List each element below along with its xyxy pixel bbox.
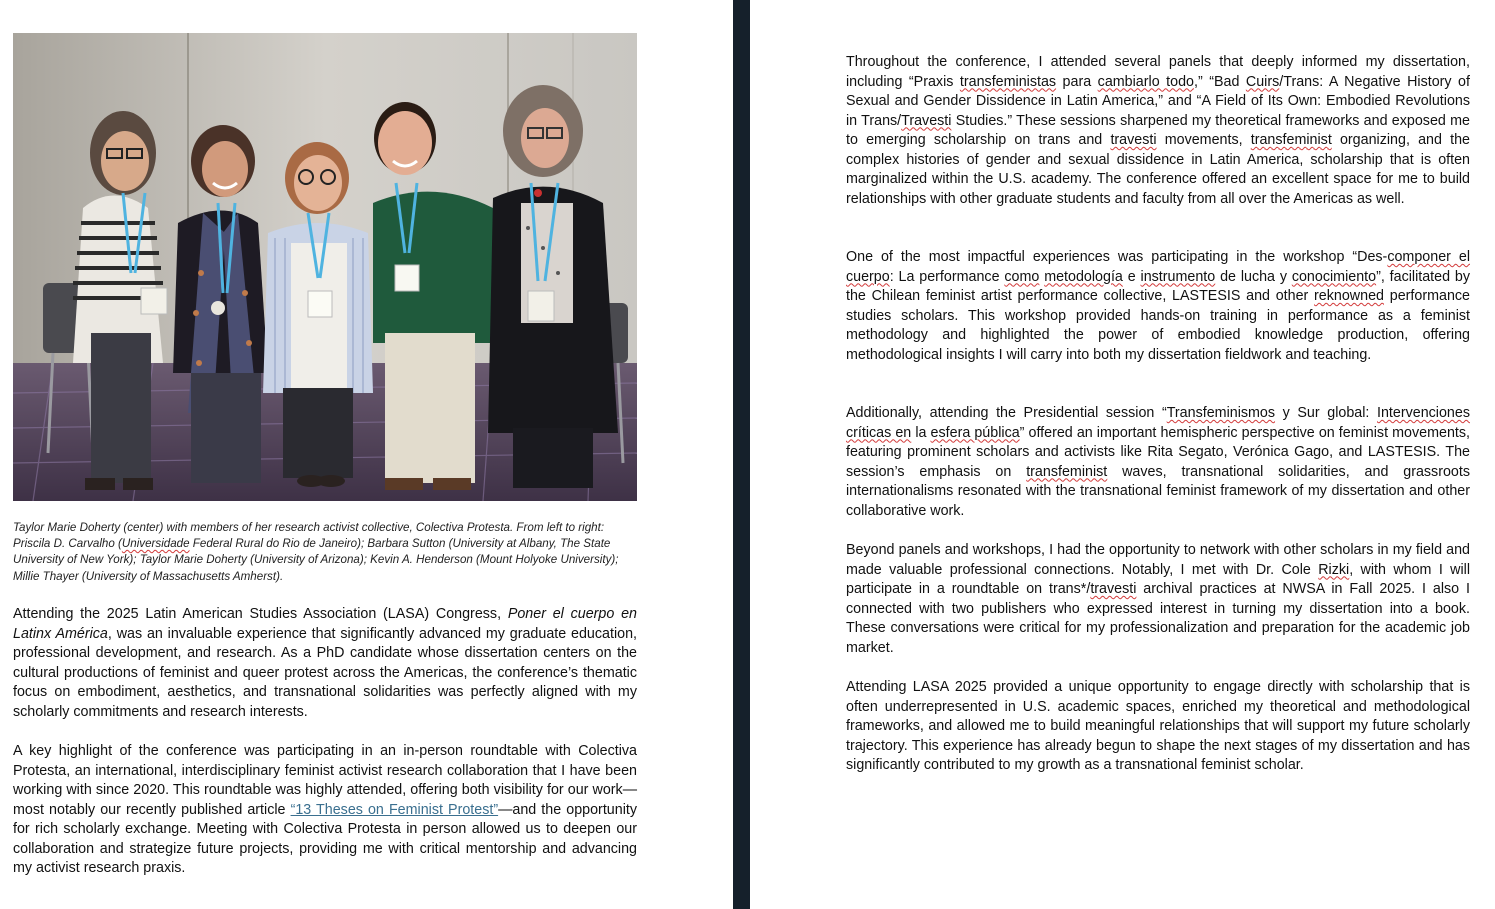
paragraph-intro bbox=[13, 605, 637, 722]
text-run: —and the opportunity for rich scholarly exchange. Meeting with Colectiva Protesta in person allowed us to deepen our collaboration and strategize future projects, providing me with critical mentorship and advancing my activist research praxis. bbox=[13, 801, 637, 876]
spellcheck-word[interactable]: reknowned bbox=[1314, 288, 1384, 304]
text-run: : La performance bbox=[889, 268, 1005, 285]
spellcheck-word[interactable]: Rizki bbox=[1318, 561, 1350, 578]
text-run: para bbox=[1056, 73, 1098, 90]
text-run: archival practices at NWSA in Fall 2025. I also I connected with two publishers who expressed interest in turning my dissertation into a book. These conversations were critical for my professionalization and preparation for the academic job market. bbox=[846, 581, 1470, 656]
text-run: ” offered an important hemispheric perspective on feminist movements, featuring prominent scholars and activists like Rita Segato, Verónica Gago, and LASTESIS. The session’s emphasis on bbox=[846, 424, 1470, 480]
spellcheck-word[interactable]: transfeminist bbox=[1026, 463, 1108, 480]
spellcheck-word[interactable]: metodología bbox=[1044, 268, 1123, 285]
paragraph-panels bbox=[846, 53, 1470, 209]
spellcheck-word[interactable]: componer el cuerpo bbox=[846, 249, 1470, 285]
text-run: performance studies scholars. This workshop provided hands-on training in performance as a feminist methodology and highlighted the power of embodied knowledge production, offering methodological insights I will carry into both my dissertation fieldwork and teaching. bbox=[846, 288, 1470, 363]
article-link[interactable]: “13 Theses on Feminist Protest” bbox=[290, 801, 499, 818]
paragraph-workshop bbox=[846, 248, 1470, 365]
text-run: Beyond panels and workshops, I had the opportunity to network with other scholars in my field and made valuable professional connections. Notably, I met with Dr. Cole bbox=[846, 542, 1470, 578]
text-run: organizing, and the complex histories of gender and sexual dissidence in Latin America, scholarship that is often marginalized within the U.S. academy. The conference offered an excellent space for me to build relationships with other graduate students and faculty from all over the Americas as well. bbox=[846, 132, 1470, 207]
text-run: A key highlight of the conference was participating in an in-person roundtable with Colectiva Protesta, an international, interdisciplinary feminist activist research collaboration that I have been working with since 2020. This roundtable was highly attended, offering both visibility for our work—most notably our recently published article bbox=[13, 743, 637, 818]
text-run: Throughout the conference, I attended several panels that deeply informed my dissertation, including “Praxis bbox=[846, 54, 1470, 90]
text-run: /Trans: A Negative History of Sexual and Gender Dissidence in Latin America,” and “A Field of Its Own: Embodied Revolutions in Trans/ bbox=[846, 73, 1470, 129]
spellcheck-word[interactable]: Cuirs bbox=[1245, 73, 1280, 90]
spellcheck-word[interactable]: cambiarlo todo bbox=[1097, 73, 1194, 90]
spellcheck-word[interactable]: travesti bbox=[1090, 581, 1137, 597]
congress-title: Poner el cuerpo en Latinx América bbox=[13, 606, 637, 642]
text-run: y Sur global: bbox=[1275, 405, 1377, 421]
spellcheck-word[interactable]: transfeministas bbox=[959, 73, 1057, 90]
text-run: de lucha y bbox=[1215, 268, 1292, 285]
spellcheck-word[interactable]: como bbox=[1004, 268, 1040, 285]
spellcheck-word[interactable]: transfeminist bbox=[1250, 132, 1332, 148]
text-run: movements, bbox=[1156, 132, 1251, 148]
caption-text: Taylor Marie Doherty (center) with members of her research activist collective, Colectiva Protesta. From left to right: Priscila D. Carvalho ( bbox=[13, 521, 605, 551]
spellcheck-word[interactable]: Universidade bbox=[121, 537, 190, 551]
text-run: waves, transnational solidarities, and grassroots internationalisms resonated with the transnational feminist framework of my dissertation and other collaborative work. bbox=[846, 463, 1470, 519]
group-photo bbox=[13, 33, 637, 501]
text-run: e bbox=[1122, 268, 1141, 285]
paragraph-presidential-session bbox=[846, 404, 1470, 521]
text-run: ”, facilitated by the Chilean feminist artist performance collective, LASTESIS and other bbox=[846, 268, 1470, 304]
spellcheck-word[interactable]: Transfeminismos bbox=[1166, 405, 1276, 421]
spellcheck-word[interactable]: travesti bbox=[1110, 132, 1157, 148]
text-run: One of the most impactful experiences was participating in the workshop “Des- bbox=[846, 249, 1388, 265]
text-run: , with whom I will participate in a roundtable on trans*/ bbox=[846, 561, 1470, 597]
caption-text: Federal Rural do Rio de Janeiro); Barbara Sutton (University at Albany, The State University of New York); Taylor Marie Doherty (University of Arizona); Kevin A. Henderson (Mount Holyoke University); Millie Thayer (University of Massachusetts Amherst). bbox=[13, 537, 619, 583]
text-run: ,” “Bad bbox=[1193, 73, 1246, 90]
page-left bbox=[0, 0, 733, 909]
spellcheck-word[interactable]: instrumento bbox=[1140, 268, 1216, 285]
text-run: Studies.” These sessions sharpened my theoretical frameworks and exposed me to emerging scholarship on trans and bbox=[846, 112, 1470, 148]
photo-caption bbox=[13, 520, 637, 585]
text-run: Attending the 2025 Latin American Studies Association (LASA) Congress, bbox=[13, 606, 508, 622]
paragraph-roundtable bbox=[13, 742, 637, 879]
spellcheck-word[interactable]: conocimiento bbox=[1291, 268, 1377, 285]
paragraph-networking bbox=[846, 541, 1470, 658]
text-run: , was an invaluable experience that significantly advanced my graduate education, professional development, and research. As a PhD candidate whose dissertation centers on the cultural productions of feminist and queer protest across the Americas, the conference’s thematic focus on embodiment, aesthetics, and transnational solidarities was perfectly aligned with my scholarly commitments and research interests. bbox=[13, 625, 638, 720]
page-divider bbox=[733, 0, 750, 909]
text-run: la bbox=[911, 424, 931, 441]
text-run: Additionally, attending the Presidential session “ bbox=[846, 405, 1167, 421]
paragraph-conclusion: Attending LASA 2025 provided a unique opportunity to engage directly with scholarship that is often underrepresented in U.S. academic spaces, enriched my theoretical and methodological frameworks, and allowed me to build meaningful relationships that will support my future scholarly trajectory. This experience has already begun to shape the next stages of my dissertation and has significantly contributed to my growth as a transnational feminist scholar. bbox=[846, 679, 1470, 773]
spellcheck-word[interactable]: Travesti bbox=[901, 112, 952, 129]
spellcheck-word[interactable]: Intervenciones críticas en bbox=[846, 405, 1470, 441]
spellcheck-word[interactable]: esfera pública bbox=[930, 424, 1020, 441]
